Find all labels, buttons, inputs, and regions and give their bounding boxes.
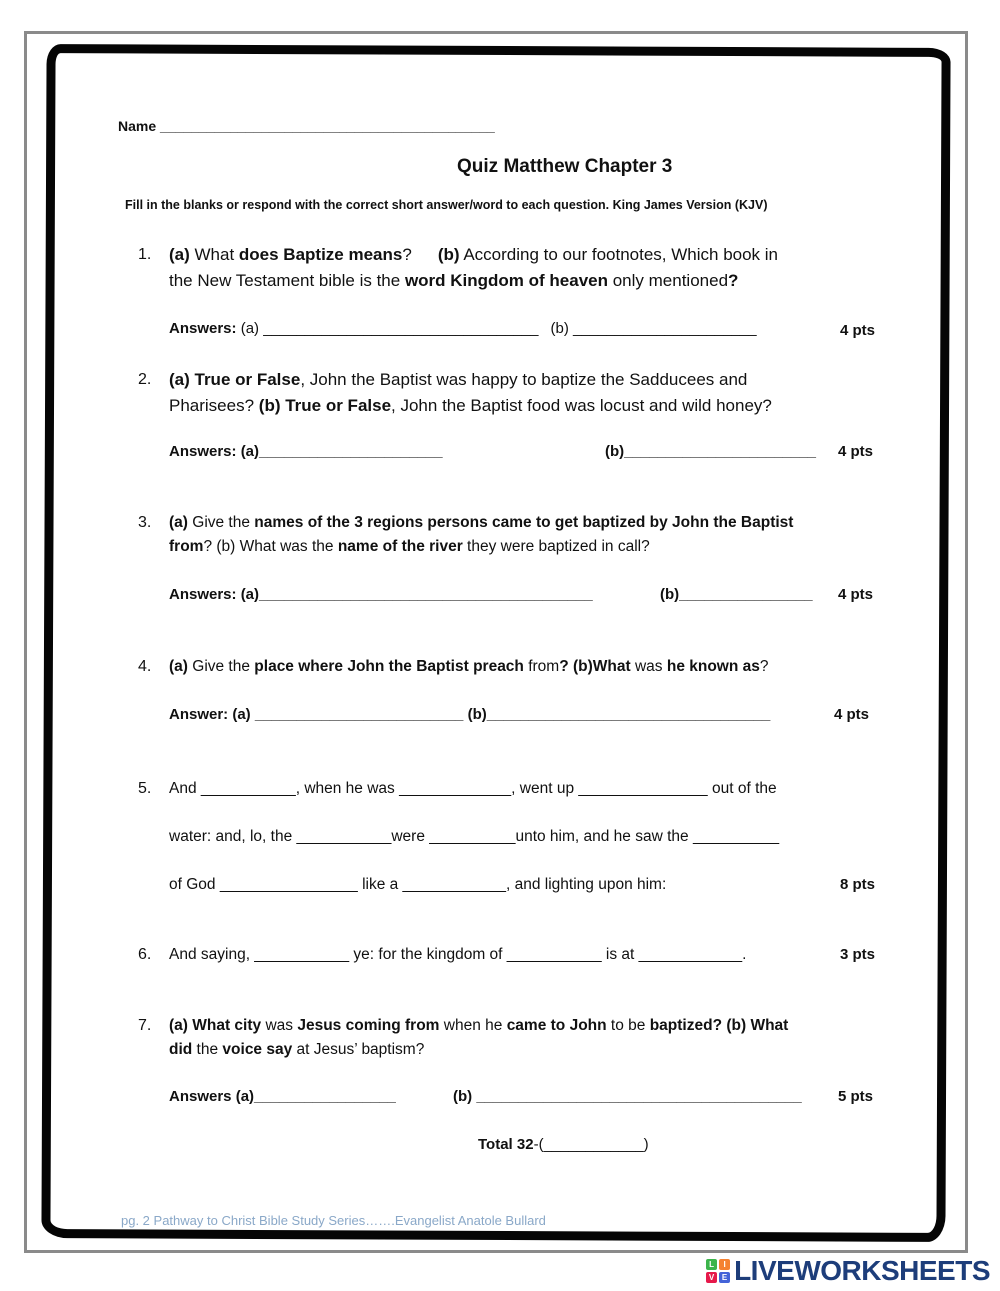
q3-line2: from? (b) What was the name of the river they were baptized in call? bbox=[169, 538, 650, 555]
q1-number: 1. bbox=[138, 246, 152, 263]
liveworksheets-logo bbox=[706, 1255, 990, 1287]
logo-square: I bbox=[719, 1259, 730, 1270]
q6-number: 6. bbox=[138, 946, 152, 963]
q7-line2: did the voice say at Jesus’ baptism? bbox=[169, 1041, 425, 1058]
q3-points: 4 pts bbox=[838, 586, 874, 603]
q2-points: 4 pts bbox=[838, 443, 874, 460]
footer-text: pg. 2 Pathway to Christ Bible Study Series…….Evangelist Anatole Bullard bbox=[121, 1213, 546, 1228]
logo-square: E bbox=[719, 1272, 730, 1283]
q5-points: 8 pts bbox=[840, 876, 876, 893]
q7-points: 5 pts bbox=[838, 1088, 874, 1105]
page-title: Quiz Matthew Chapter 3 bbox=[457, 156, 673, 177]
q3-number: 3. bbox=[138, 514, 152, 531]
q3-answer-b[interactable]: (b)________________ bbox=[660, 586, 813, 603]
q6-points: 3 pts bbox=[840, 946, 876, 963]
q2-number: 2. bbox=[138, 371, 152, 388]
logo-square: L bbox=[706, 1259, 717, 1270]
q1-line2: the New Testament bible is the word Kingdom of heaven only mentioned? bbox=[169, 271, 739, 290]
logo-square: V bbox=[706, 1272, 717, 1283]
q1-points: 4 pts bbox=[840, 322, 876, 339]
q7-line1: (a) What city was Jesus coming from when he came to John to be baptized? (b) What bbox=[169, 1017, 789, 1034]
q5-line2[interactable]: water: and, lo, the ___________were __________unto him, and he saw the __________ bbox=[169, 828, 780, 845]
q3-line1: (a) Give the names of the 3 regions persons came to get baptized by John the Baptist bbox=[169, 514, 794, 531]
q2-answer-a[interactable]: Answers: (a)______________________ bbox=[169, 443, 443, 460]
name-field[interactable]: Name ___________________________________________ bbox=[118, 118, 495, 134]
q7-answer-a[interactable]: Answers (a)_________________ bbox=[169, 1088, 396, 1105]
q4-line1: (a) Give the place where John the Baptist preach from? (b)What was he known as? bbox=[169, 658, 769, 675]
instructions: Fill in the blanks or respond with the correct short answer/word to each question. King James Version (KJV) bbox=[125, 198, 768, 212]
q4-answer-row[interactable]: Answer: (a) _________________________ (b)__________________________________ bbox=[169, 706, 771, 723]
q1-line1: (a) What does Baptize means? (b) According to our footnotes, Which book in bbox=[169, 245, 779, 264]
q5-number: 5. bbox=[138, 780, 152, 797]
q5-line1[interactable]: And ___________, when he was _____________, went up _______________ out of the bbox=[169, 780, 777, 797]
q5-line3[interactable]: of God ________________ like a ____________, and lighting upon him: bbox=[169, 876, 667, 893]
logo-text: LIVEWORKSHEETS bbox=[734, 1255, 990, 1286]
q2-line1: (a) True or False, John the Baptist was happy to baptize the Sadducees and bbox=[169, 370, 748, 389]
q6-line[interactable]: And saying, ___________ ye: for the kingdom of ___________ is at ____________. bbox=[169, 946, 747, 963]
logo-squares bbox=[706, 1259, 730, 1283]
q3-answer-a[interactable]: Answers: (a)________________________________________ bbox=[169, 586, 593, 603]
q7-answer-b[interactable]: (b) _______________________________________ bbox=[453, 1088, 802, 1105]
page-border bbox=[41, 44, 950, 1242]
q4-number: 4. bbox=[138, 658, 152, 675]
q1-answer-row[interactable]: Answers: (a) _________________________________ (b) ______________________ bbox=[169, 320, 757, 337]
total-score[interactable]: Total 32-(____________) bbox=[478, 1136, 649, 1153]
q2-answer-b[interactable]: (b)_______________________ bbox=[605, 443, 817, 460]
q4-points: 4 pts bbox=[834, 706, 870, 723]
q7-number: 7. bbox=[138, 1017, 152, 1034]
q2-line2: Pharisees? (b) True or False, John the Baptist food was locust and wild honey? bbox=[169, 396, 772, 415]
